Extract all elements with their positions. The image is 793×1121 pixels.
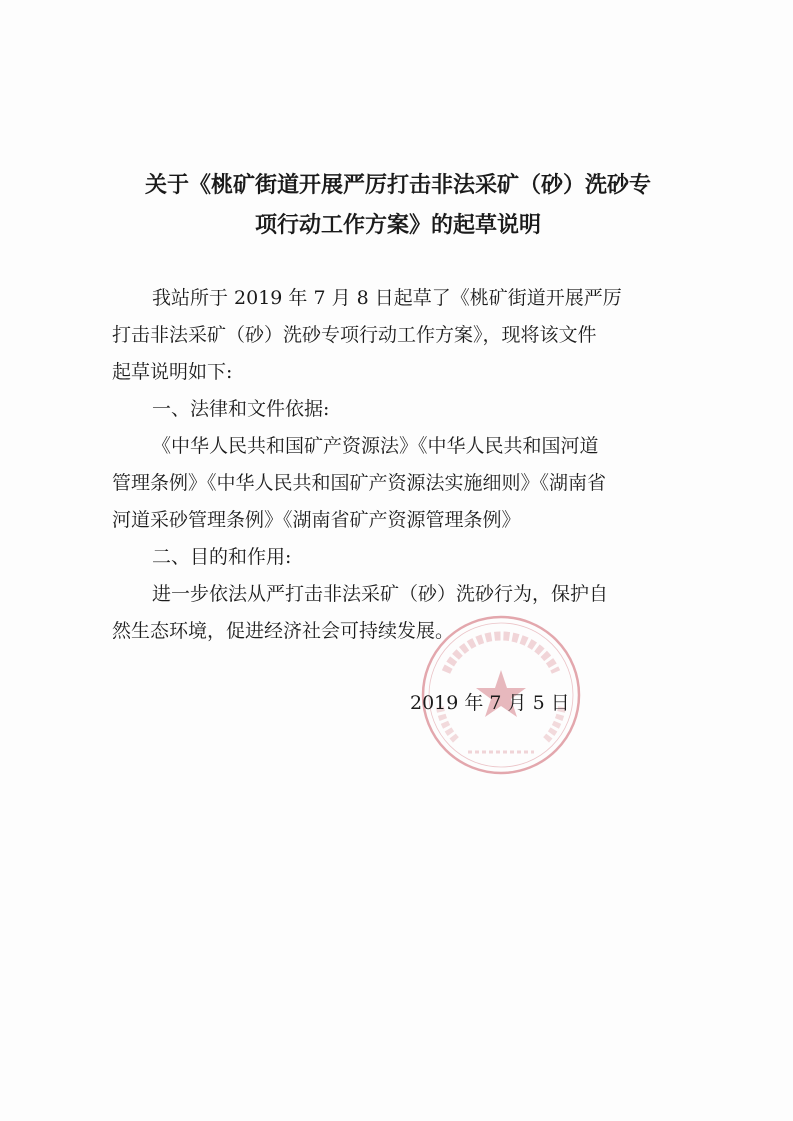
paragraph-line: 然生态环境，促进经济社会可持续发展。 — [112, 620, 455, 642]
paragraph-line: 《中华人民共和国矿产资源法》《中华人民共和国河道 — [152, 435, 599, 457]
document-body — [112, 280, 692, 650]
paragraph-line: 起草说明如下: — [112, 361, 233, 383]
paragraph-line: 管理条例》《中华人民共和国矿产资源法实施细则》《湖南省 — [112, 472, 607, 494]
title-line-2: 项行动工作方案》的起草说明 — [254, 212, 541, 238]
section-heading-legal-basis: 一、法律和文件依据: — [152, 398, 330, 420]
document-title — [108, 165, 688, 245]
section-heading-purpose: 二、目的和作用: — [152, 546, 292, 568]
title-line-1: 关于《桃矿街道开展严厉打击非法采矿（砂）洗砂专 — [144, 172, 651, 198]
paragraph-line: 河道采砂管理条例》《湖南省矿产资源管理条例》 — [112, 509, 521, 531]
document-date: 2019 年 7 月 5 日 — [410, 692, 570, 714]
paragraph-line: 打击非法采矿（砂）洗砂专项行动工作方案》，现将该文件 — [112, 324, 597, 346]
paragraph-line: 我站所于 2019 年 7 月 8 日起草了《桃矿街道开展严厉 — [152, 287, 622, 309]
paragraph-line: 进一步依法从严打击非法采矿（砂）洗砂行为，保护自 — [152, 583, 609, 605]
